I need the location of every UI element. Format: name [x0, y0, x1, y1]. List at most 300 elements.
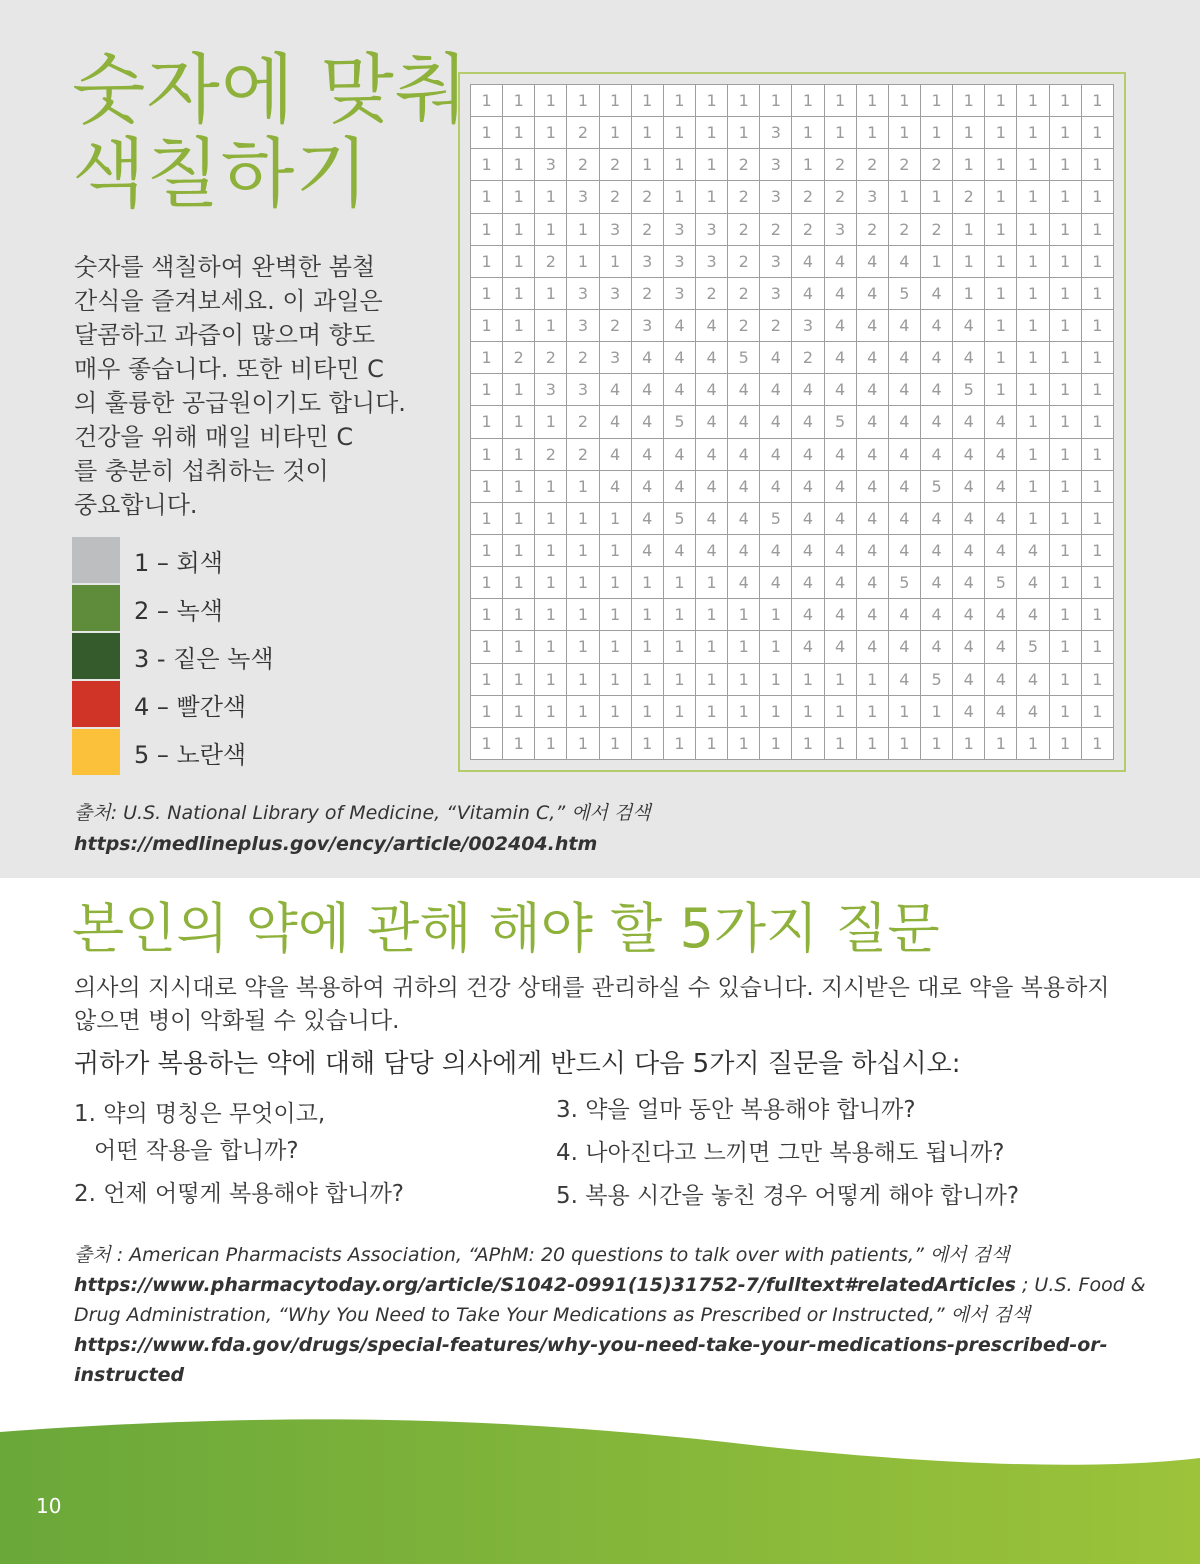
legend-label: 4 – 빨간색	[134, 692, 247, 721]
grid-cell: 1	[471, 117, 503, 149]
grid-cell: 1	[503, 663, 535, 695]
grid-cell: 1	[824, 117, 856, 149]
grid-cell: 4	[631, 342, 663, 374]
grid-cell: 2	[824, 149, 856, 181]
question-text: 1. 약의 명칭은 무엇이고,	[74, 1101, 326, 1127]
grid-cell: 1	[503, 245, 535, 277]
intro-line: 간식을 즐겨보세요. 이 과일은	[74, 287, 383, 315]
grid-cell: 1	[471, 631, 503, 663]
grid-cell: 4	[920, 502, 952, 534]
grid-cell: 4	[920, 342, 952, 374]
grid-cell: 1	[985, 149, 1017, 181]
grid-cell: 4	[631, 438, 663, 470]
grid-cell: 4	[792, 534, 824, 566]
grid-cell: 1	[888, 117, 920, 149]
grid-cell: 3	[663, 277, 695, 309]
grid-cell: 1	[631, 567, 663, 599]
grid-cell: 2	[535, 245, 567, 277]
grid-cell: 1	[535, 631, 567, 663]
grid-cell: 1	[1081, 663, 1113, 695]
title-line: 숫자에 맞춰	[72, 45, 470, 134]
grid-cell: 1	[1017, 213, 1049, 245]
intro-line: 중요합니다.	[74, 491, 198, 519]
grid-cell: 1	[535, 181, 567, 213]
grid-cell: 1	[1049, 567, 1081, 599]
grid-cell: 1	[663, 695, 695, 727]
grid-cell: 1	[1081, 406, 1113, 438]
grid-cell: 4	[953, 406, 985, 438]
grid-cell: 1	[567, 502, 599, 534]
question-item: 3. 약을 얼마 동안 복용해야 합니까?	[556, 1097, 916, 1123]
grid-cell: 1	[1049, 117, 1081, 149]
grid-cell: 1	[535, 567, 567, 599]
grid-cell: 4	[985, 599, 1017, 631]
grid-cell: 1	[471, 599, 503, 631]
source-link[interactable]: https://medlineplus.gov/ency/article/002404.htm	[74, 833, 598, 855]
grid-cell: 1	[663, 663, 695, 695]
grid-cell: 4	[695, 502, 727, 534]
grid-cell: 1	[1049, 438, 1081, 470]
grid-cell: 4	[953, 342, 985, 374]
grid-cell: 4	[824, 245, 856, 277]
grid-cell: 1	[728, 599, 760, 631]
grid-cell: 1	[471, 695, 503, 727]
grid-cell: 4	[888, 245, 920, 277]
grid-cell: 1	[631, 695, 663, 727]
grid-cell: 1	[503, 631, 535, 663]
grid-cell: 1	[985, 309, 1017, 341]
grid-cell: 3	[631, 309, 663, 341]
source-link[interactable]: https://www.fda.gov/drugs/special-features/why-you-need-take-your-medications-prescribed-or-instructed	[74, 1334, 1108, 1386]
grid-cell: 1	[1049, 406, 1081, 438]
grid-cell: 4	[599, 438, 631, 470]
grid-cell: 1	[503, 213, 535, 245]
question-item: 2. 언제 어떻게 복용해야 합니까?	[74, 1181, 405, 1207]
grid-cell: 4	[728, 406, 760, 438]
grid-cell: 1	[599, 695, 631, 727]
grid-cell: 1	[1049, 213, 1081, 245]
grid-cell: 1	[824, 727, 856, 759]
grid-cell: 4	[856, 438, 888, 470]
grid-cell: 4	[920, 567, 952, 599]
grid-cell: 4	[663, 374, 695, 406]
grid-cell: 1	[695, 631, 727, 663]
grid-cell: 4	[985, 663, 1017, 695]
grid-cell: 1	[471, 663, 503, 695]
grid-cell: 4	[1017, 534, 1049, 566]
legend-item	[72, 536, 274, 584]
grid-cell: 4	[760, 406, 792, 438]
grid-cell: 3	[567, 374, 599, 406]
grid-cell: 4	[888, 374, 920, 406]
grid-cell: 4	[856, 567, 888, 599]
grid-cell: 4	[663, 438, 695, 470]
grid-cell: 4	[728, 374, 760, 406]
grid-cell: 4	[760, 374, 792, 406]
grid-cell: 1	[856, 85, 888, 117]
grid-cell: 1	[695, 149, 727, 181]
grid-cell: 1	[503, 85, 535, 117]
grid-cell: 1	[856, 663, 888, 695]
grid-cell: 1	[856, 695, 888, 727]
grid-cell: 1	[567, 567, 599, 599]
grid-cell: 4	[1017, 663, 1049, 695]
grid-cell: 1	[920, 245, 952, 277]
grid-cell: 2	[567, 149, 599, 181]
grid-cell: 4	[920, 599, 952, 631]
grid-cell: 2	[856, 149, 888, 181]
color-swatch	[72, 585, 120, 631]
grid-cell: 1	[471, 277, 503, 309]
grid-cell: 4	[985, 534, 1017, 566]
grid-cell: 1	[631, 149, 663, 181]
grid-cell: 4	[1017, 599, 1049, 631]
grid-cell: 1	[728, 631, 760, 663]
legend-label: 2 – 녹색	[134, 596, 223, 625]
grid-cell: 2	[728, 309, 760, 341]
grid-cell: 4	[920, 374, 952, 406]
grid-cell: 1	[567, 631, 599, 663]
grid-cell: 4	[760, 438, 792, 470]
grid-cell: 2	[728, 245, 760, 277]
grid-cell: 1	[695, 663, 727, 695]
grid-cell: 1	[1017, 438, 1049, 470]
grid-cell: 3	[631, 245, 663, 277]
grid-cell: 4	[792, 470, 824, 502]
grid-cell: 2	[953, 181, 985, 213]
grid-cell: 1	[567, 727, 599, 759]
grid-cell: 4	[760, 534, 792, 566]
grid-row	[471, 406, 1114, 438]
grid-cell: 5	[663, 406, 695, 438]
grid-cell: 5	[888, 567, 920, 599]
grid-cell: 1	[920, 85, 952, 117]
grid-cell: 1	[1081, 502, 1113, 534]
grid-cell: 2	[792, 342, 824, 374]
grid-cell: 4	[888, 309, 920, 341]
grid-cell: 1	[920, 695, 952, 727]
source-citation-bottom	[74, 1240, 1154, 1390]
question-text: 어떤 작용을 합니까?	[94, 1138, 299, 1164]
grid-cell: 4	[953, 309, 985, 341]
grid-cell: 1	[503, 277, 535, 309]
color-by-number-grid	[470, 84, 1114, 760]
grid-cell: 4	[953, 470, 985, 502]
grid-cell: 1	[599, 727, 631, 759]
grid-cell: 1	[567, 534, 599, 566]
grid-cell: 3	[856, 181, 888, 213]
grid-cell: 2	[567, 406, 599, 438]
grid-cell: 2	[567, 117, 599, 149]
grid-cell: 1	[985, 181, 1017, 213]
grid-cell: 1	[1017, 727, 1049, 759]
grid-cell: 1	[535, 727, 567, 759]
grid-cell: 4	[856, 309, 888, 341]
grid-cell: 1	[1049, 727, 1081, 759]
grid-cell: 2	[728, 213, 760, 245]
grid-cell: 4	[599, 406, 631, 438]
grid-cell: 5	[953, 374, 985, 406]
grid-cell: 4	[985, 502, 1017, 534]
grid-cell: 5	[920, 663, 952, 695]
grid-cell: 3	[567, 277, 599, 309]
grid-cell: 4	[888, 599, 920, 631]
grid-row	[471, 181, 1114, 213]
grid-cell: 1	[535, 85, 567, 117]
grid-cell: 1	[985, 117, 1017, 149]
grid-cell: 1	[503, 309, 535, 341]
grid-cell: 4	[792, 374, 824, 406]
legend-item	[72, 584, 274, 632]
grid-row	[471, 438, 1114, 470]
grid-cell: 4	[920, 277, 952, 309]
grid-cell: 1	[535, 599, 567, 631]
grid-cell: 1	[471, 342, 503, 374]
intro-text	[74, 250, 454, 522]
grid-cell: 4	[888, 534, 920, 566]
grid-cell: 4	[824, 470, 856, 502]
source-citation-top	[74, 798, 1134, 860]
grid-cell: 4	[663, 309, 695, 341]
grid-cell: 4	[760, 567, 792, 599]
grid-cell: 1	[535, 277, 567, 309]
question-item	[74, 1096, 544, 1170]
grid-row	[471, 695, 1114, 727]
grid-cell: 1	[1081, 85, 1113, 117]
grid-cell: 1	[760, 663, 792, 695]
grid-row	[471, 213, 1114, 245]
grid-cell: 4	[695, 534, 727, 566]
grid-cell: 1	[631, 727, 663, 759]
grid-cell: 1	[1017, 245, 1049, 277]
grid-cell: 1	[760, 727, 792, 759]
grid-cell: 4	[888, 470, 920, 502]
grid-cell: 1	[471, 727, 503, 759]
grid-cell: 1	[535, 534, 567, 566]
grid-cell: 1	[792, 727, 824, 759]
grid-cell: 1	[567, 245, 599, 277]
grid-cell: 1	[1049, 374, 1081, 406]
grid-cell: 4	[953, 567, 985, 599]
grid-cell: 4	[824, 534, 856, 566]
grid-cell: 5	[824, 406, 856, 438]
grid-cell: 1	[503, 502, 535, 534]
grid-cell: 1	[471, 502, 503, 534]
grid-cell: 4	[760, 342, 792, 374]
grid-cell: 1	[824, 695, 856, 727]
grid-cell: 3	[599, 213, 631, 245]
grid-cell: 1	[1081, 374, 1113, 406]
grid-cell: 4	[631, 534, 663, 566]
grid-cell: 3	[824, 213, 856, 245]
questions-right-column	[556, 1092, 1176, 1221]
grid-cell: 1	[1081, 245, 1113, 277]
grid-cell: 2	[535, 438, 567, 470]
grid-cell: 4	[920, 438, 952, 470]
grid-cell: 1	[985, 213, 1017, 245]
grid-cell: 1	[888, 695, 920, 727]
grid-cell: 2	[920, 213, 952, 245]
grid-cell: 1	[631, 631, 663, 663]
grid-row	[471, 277, 1114, 309]
grid-cell: 2	[760, 309, 792, 341]
grid-cell: 3	[567, 309, 599, 341]
intro-line: 숫자를 색칠하여 완벽한 봄철	[74, 253, 376, 281]
color-swatch	[72, 537, 120, 583]
grid-cell: 1	[1049, 342, 1081, 374]
grid-cell: 1	[471, 470, 503, 502]
legend-label: 3 - 짙은 녹색	[134, 644, 274, 673]
grid-cell: 1	[728, 727, 760, 759]
grid-cell: 5	[920, 470, 952, 502]
grid-cell: 1	[599, 534, 631, 566]
grid-cell: 3	[695, 213, 727, 245]
grid-cell: 1	[920, 181, 952, 213]
grid-cell: 1	[695, 85, 727, 117]
intro-line: 달콤하고 과즙이 많으며 향도	[74, 321, 376, 349]
grid-cell: 1	[503, 117, 535, 149]
grid-cell: 1	[760, 85, 792, 117]
grid-row	[471, 85, 1114, 117]
grid-cell: 1	[695, 567, 727, 599]
grid-cell: 4	[888, 502, 920, 534]
grid-cell: 4	[856, 534, 888, 566]
grid-cell: 5	[985, 567, 1017, 599]
grid-cell: 1	[599, 663, 631, 695]
grid-cell: 2	[760, 213, 792, 245]
source-text: ; U.S. Food & Drug Administration, “Why You Need to Take Your Medications as Prescribed or Instructed,” 에서 검색	[74, 1274, 1146, 1326]
grid-cell: 1	[663, 727, 695, 759]
grid-cell: 1	[1049, 534, 1081, 566]
grid-cell: 1	[663, 181, 695, 213]
grid-cell: 1	[920, 727, 952, 759]
grid-cell: 4	[631, 374, 663, 406]
grid-cell: 1	[471, 213, 503, 245]
grid-cell: 1	[985, 342, 1017, 374]
grid-cell: 1	[503, 470, 535, 502]
grid-cell: 4	[856, 374, 888, 406]
grid-cell: 1	[1081, 631, 1113, 663]
grid-cell: 1	[1017, 181, 1049, 213]
grid-cell: 1	[792, 663, 824, 695]
grid-cell: 1	[953, 117, 985, 149]
grid-cell: 1	[1081, 599, 1113, 631]
color-swatch	[72, 681, 120, 727]
grid-cell: 1	[824, 85, 856, 117]
grid-row	[471, 309, 1114, 341]
grid-cell: 3	[567, 181, 599, 213]
grid-cell: 4	[856, 245, 888, 277]
grid-cell: 1	[1017, 85, 1049, 117]
grid-cell: 1	[760, 695, 792, 727]
legend-item	[72, 680, 274, 728]
grid-cell: 1	[503, 181, 535, 213]
grid-cell: 1	[695, 599, 727, 631]
grid-cell: 1	[1081, 213, 1113, 245]
grid-cell: 4	[695, 470, 727, 502]
grid-cell: 1	[695, 117, 727, 149]
grid-row	[471, 149, 1114, 181]
grid-cell: 1	[535, 117, 567, 149]
grid-cell: 1	[1017, 406, 1049, 438]
grid-cell: 1	[1081, 117, 1113, 149]
grid-cell: 1	[535, 470, 567, 502]
grid-cell: 4	[824, 277, 856, 309]
grid-cell: 1	[663, 599, 695, 631]
grid-cell: 4	[920, 309, 952, 341]
grid-cell: 2	[599, 309, 631, 341]
grid-cell: 4	[760, 470, 792, 502]
grid-cell: 4	[856, 599, 888, 631]
grid-cell: 4	[953, 695, 985, 727]
grid-cell: 2	[631, 213, 663, 245]
grid-cell: 4	[824, 599, 856, 631]
grid-cell: 3	[663, 213, 695, 245]
source-text: 출처 : American Pharmacists Association, “APhM: 20 questions to talk over with patients,” 에서 검색	[74, 1244, 1010, 1266]
grid-row	[471, 727, 1114, 759]
grid-cell: 4	[631, 502, 663, 534]
coloring-title	[72, 45, 470, 218]
grid-cell: 4	[856, 342, 888, 374]
grid-cell: 4	[824, 374, 856, 406]
grid-cell: 4	[985, 470, 1017, 502]
grid-cell: 4	[728, 438, 760, 470]
grid-cell: 1	[695, 181, 727, 213]
grid-cell: 1	[1017, 117, 1049, 149]
grid-cell: 5	[888, 277, 920, 309]
intro-paragraph: 의사의 지시대로 약을 복용하여 귀하의 건강 상태를 관리하실 수 있습니다. 지시받은 대로 약을 복용하지 않으면 병이 악화될 수 있습니다.	[74, 975, 1110, 1034]
grid-cell: 2	[888, 149, 920, 181]
grid-cell: 4	[888, 631, 920, 663]
grid-cell: 1	[985, 85, 1017, 117]
grid-cell: 4	[631, 406, 663, 438]
grid-cell: 2	[503, 342, 535, 374]
grid-cell: 1	[1081, 181, 1113, 213]
grid-cell: 1	[471, 438, 503, 470]
grid-cell: 1	[567, 213, 599, 245]
grid-cell: 4	[663, 534, 695, 566]
grid-cell: 4	[792, 406, 824, 438]
grid-cell: 1	[824, 663, 856, 695]
intro-line: 건강을 위해 매일 비타민 C	[74, 423, 354, 451]
grid-cell: 1	[1049, 470, 1081, 502]
grid-cell: 4	[856, 277, 888, 309]
grid-cell: 4	[985, 695, 1017, 727]
grid-cell: 3	[792, 309, 824, 341]
grid-cell: 2	[695, 277, 727, 309]
grid-row	[471, 245, 1114, 277]
grid-cell: 1	[1081, 727, 1113, 759]
grid-cell: 1	[471, 149, 503, 181]
grid-cell: 4	[792, 277, 824, 309]
grid-row	[471, 534, 1114, 566]
grid-cell: 1	[888, 727, 920, 759]
source-link[interactable]: https://www.pharmacytoday.org/article/S1042-0991(15)31752-7/fulltext#relatedArticles	[74, 1274, 1016, 1296]
grid-cell: 4	[824, 342, 856, 374]
grid-cell: 1	[567, 470, 599, 502]
questions-title: 본인의 약에 관해 해야 할 5가지 질문	[72, 897, 940, 960]
intro-line: 를 충분히 섭취하는 것이	[74, 457, 329, 485]
grid-cell: 4	[1017, 695, 1049, 727]
grid-cell: 1	[760, 631, 792, 663]
grid-cell: 1	[631, 85, 663, 117]
grid-cell: 1	[471, 567, 503, 599]
grid-cell: 1	[1081, 149, 1113, 181]
grid-cell: 1	[663, 149, 695, 181]
grid-cell: 4	[728, 534, 760, 566]
grid-cell: 1	[1017, 277, 1049, 309]
page-number: 10	[36, 1494, 62, 1518]
